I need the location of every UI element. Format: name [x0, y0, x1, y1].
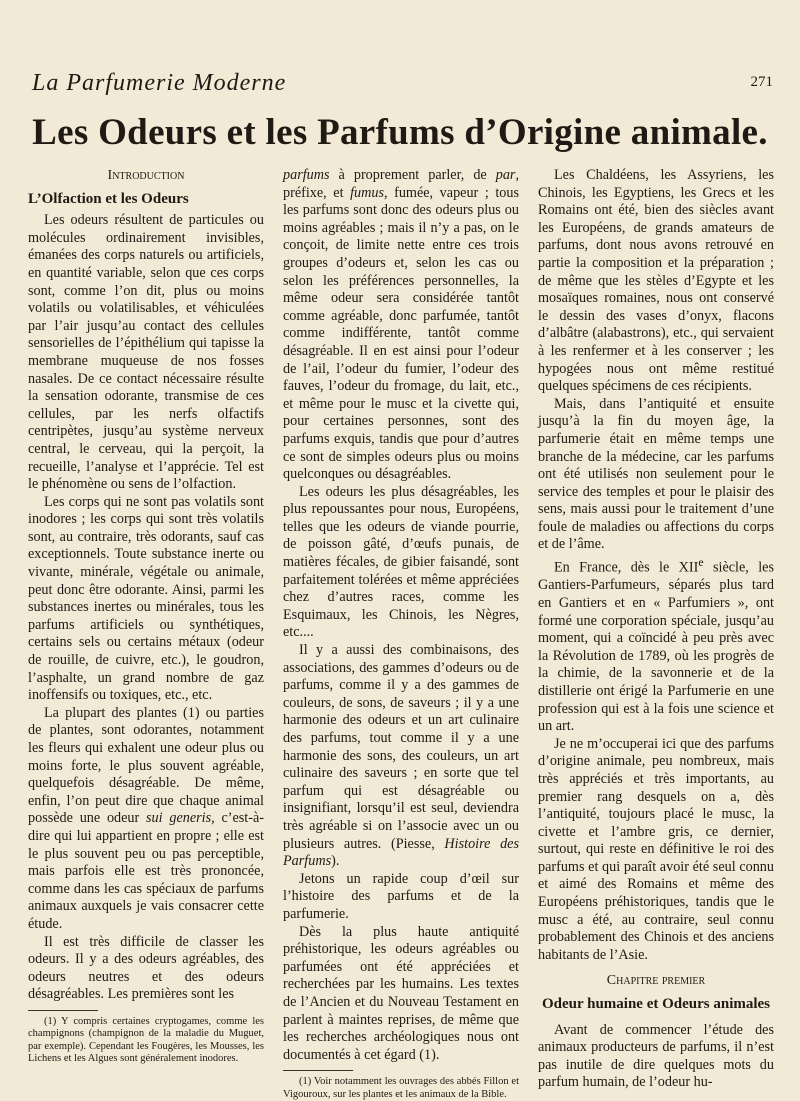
paragraph: Mais, dans l’antiquité et ensuite jusqu’à la fin du moyen âge, la parfumerie était en même temps une branche de la médecine, car les parfums ont été utilisés non seulement pour le service des temples et pour le plaisir des sens, mais aussi pour le traitement d’une foule de maladies ou affections du corps et de l’âme.	[538, 395, 774, 553]
subheading: Odeur humaine et Odeurs animales	[541, 996, 771, 1013]
paragraph: Dès la plus haute antiquité préhistorique, les odeurs agréables ou parfumées ont été appréciées et recherchées par les humains. Les textes de l’Ancien et du Nouveau Testament en parlent à maintes reprises, de même que les recherches archéologiques nous ont documentés à cet égard (1).	[283, 923, 519, 1063]
paragraph: parfums à proprement parler, de par, préfixe, et fumus, fumée, vapeur ; tous les parfums sont donc des odeurs plus ou moins agréables ; mais il n’y a pas, on le conçoit, de limite nette entre ces trois groupes d’odeurs et, selon les cas ou selon les préférences personnelles, la même odeur sera considérée tantôt comme agréable, donc parfumée, tantôt comme indifférente, tantôt comme désagréable. Il en est ainsi pour l’odeur de l’ail, l’odeur du fumier, l’odeur des fauves, l’odeur du fromage, du lait, etc., et même pour le musc et la civette qui, pour certaines personnes, sont des parfums exquis, tandis que pour d’autres ce sont de simples odeurs plus ou moins quelconques ou désagréables.	[283, 167, 519, 483]
paragraph: Il y a aussi des combinaisons, des associations, des gammes d’odeurs ou de parfums, comme il y a des gammes de couleurs, de sons, de saveurs ; il y a une harmonie des odeurs et un art culinaire des parfums, tout comme il y a une harmonie des sons, des couleurs, un art culinaire des saveurs ; en sorte que tel parfum qui est désagréable ou insignifiant, lorsqu’il est seul, deviendra très agréable si on l’associe avec un ou plusieurs autres. (Piesse, Histoire des Parfums).	[283, 642, 519, 870]
paragraph: Les odeurs les plus désagréables, les plus repoussantes pour nous, Européens, telles que les odeurs de viande pourrie, de poisson gâté, d’œufs punais, de matières fécales, de gibier faisandé, sont parfaitement tolérées et même appréciées chez d’autres races, comme les Esquimaux, les Chinois, les Nègres, etc....	[283, 483, 519, 641]
article-title: Les Odeurs et les Parfums d’Origine animale.	[32, 112, 768, 153]
paragraph: Les odeurs résultent de particules ou molécules ordinairement invisibles, émanées des corps naturels ou artificiels, en quantité variable, selon que ces corps sont, comme l’on dit, plus ou moins volatils ou volatilisables, et véhiculées par l’air jusqu’au contact des cellules sensorielles de l’épithélium qui tapisse la membrane muqueuse de nos fosses nasales. De ce contact nécessaire résulte la sensation odorante, transmise de ces cellules, par les nerfs olfactifs centripètes, jusqu’au système nerveux central, le cerveau, qui la perçoit, la recueille, l’analyse et l’apprécie. Tel est le phénomène ou sens de l’olfaction.	[28, 212, 264, 493]
paragraph: La plupart des plantes (1) ou parties de plantes, sont odorantes, notamment les fleurs qui exhalent une odeur plus ou moins forte, le plus souvent agréable, quelquefois désagréable. De même, enfin, l’on peut dire que chaque animal possède une odeur sui generis, c’est-à-dire qui lui appartient en propre ; elle est le plus souvent peu ou pas perceptible, mais parfois elle est très prononcée, comme dans les cas spéciaux de parfums animaux auxquels je vais consacrer cette étude.	[28, 704, 264, 932]
footnote: (1) Voir notamment les ouvrages des abbés Fillon et Vigouroux, sur les plantes et les animaux de la Bible.	[283, 1076, 519, 1100]
paragraph: Les Chaldéens, les Assyriens, les Chinois, les Egyptiens, les Grecs et les Romains ont été, bien des siècles avant les Européens, de grands amateurs de parfums, dont nous avons retrouvé en partie la composition et la préparation ; de même que les stèles d’Egypte et les mosaïques romaines, nous ont conservé le dessin des vases d’onyx, flacons d’albâtre (alabastrons), etc., qui servaient à les renfermer et à les conserver ; les hypogées nous ont même restitué quelques spécimens de ces récipients.	[538, 167, 774, 395]
footnote-rule	[283, 1070, 353, 1071]
paragraph: Je ne m’occuperai ici que des parfums d’origine animale, peu nombreux, mais très appréciés et très importants, au premier rang desquels on a, dès l’antiquité, toujours placé le musc, la civette et l’ambre gris, ce dernier, surtout, qui reste en définitive le roi des parfums et qui paraît avoir été seul connu et aimé des Romains et même des Européens préhistoriques, tandis que le musc a été, au contraire, seul connu probablement des Chinois et des anciens habitants de l’Asie.	[538, 735, 774, 963]
column-2	[283, 167, 519, 1101]
footnote: (1) Y compris certaines cryptogames, comme les champignons (champignon de la maladie du Muguet, par exemple). Cependant les Fougères, les Mousses, les Lichens et les Algues sont généralement inodores.	[28, 1015, 264, 1065]
paragraph: Il est très difficile de classer les odeurs. Il y a des odeurs agréables, des odeurs neutres et des odeurs désagréables. Les premières sont les	[28, 933, 264, 1003]
running-head: La Parfumerie Moderne	[32, 70, 287, 96]
column-1	[28, 167, 264, 1066]
footnote-rule	[28, 1010, 98, 1011]
paragraph: En France, dès le XIIe siècle, les Gantiers-Parfumeurs, séparés plus tard en Gantiers et en « Parfumiers », ont formé une corporation spéciale, jusqu’au moment, qui a coïncidé à peu près avec la Révolution de 1789, où les progrès de la chimie, de la savonnerie et de la distillerie ont érigé la Parfumerie en une profession qui est à la fois une science et un art.	[538, 555, 774, 735]
subheading: L’Olfaction et les Odeurs	[28, 190, 189, 207]
paragraph: Jetons un rapide coup d’œil sur l’histoire des parfums et de la parfumerie.	[283, 870, 519, 922]
chapter-heading: Chapitre premier	[606, 973, 706, 989]
column-3	[538, 167, 774, 1092]
paragraph: Avant de commencer l’étude des animaux producteurs de parfums, il n’est pas inutile de dire quelques mots du parfum humain, de l’odeur hu-	[538, 1021, 774, 1091]
page-number: 271	[750, 74, 773, 90]
paragraph: Les corps qui ne sont pas volatils sont inodores ; les corps qui sont très volatils sont, au contraire, très odorants, sauf cas exceptionnels. Toute substance inerte ou vivante, minérale, végétale ou animale, peut donc être odorante. Ainsi, parmi les substances inertes ou minérales, tous les parfums artificiels ou synthétiques, certains sels ou certains métaux (odeur de rouille, de cuivre, etc.), le goudron, l’asphalte, un grand nombre de gaz inoffensifs ou toxiques, etc., etc.	[28, 493, 264, 704]
section-heading: Introduction	[107, 168, 185, 183]
